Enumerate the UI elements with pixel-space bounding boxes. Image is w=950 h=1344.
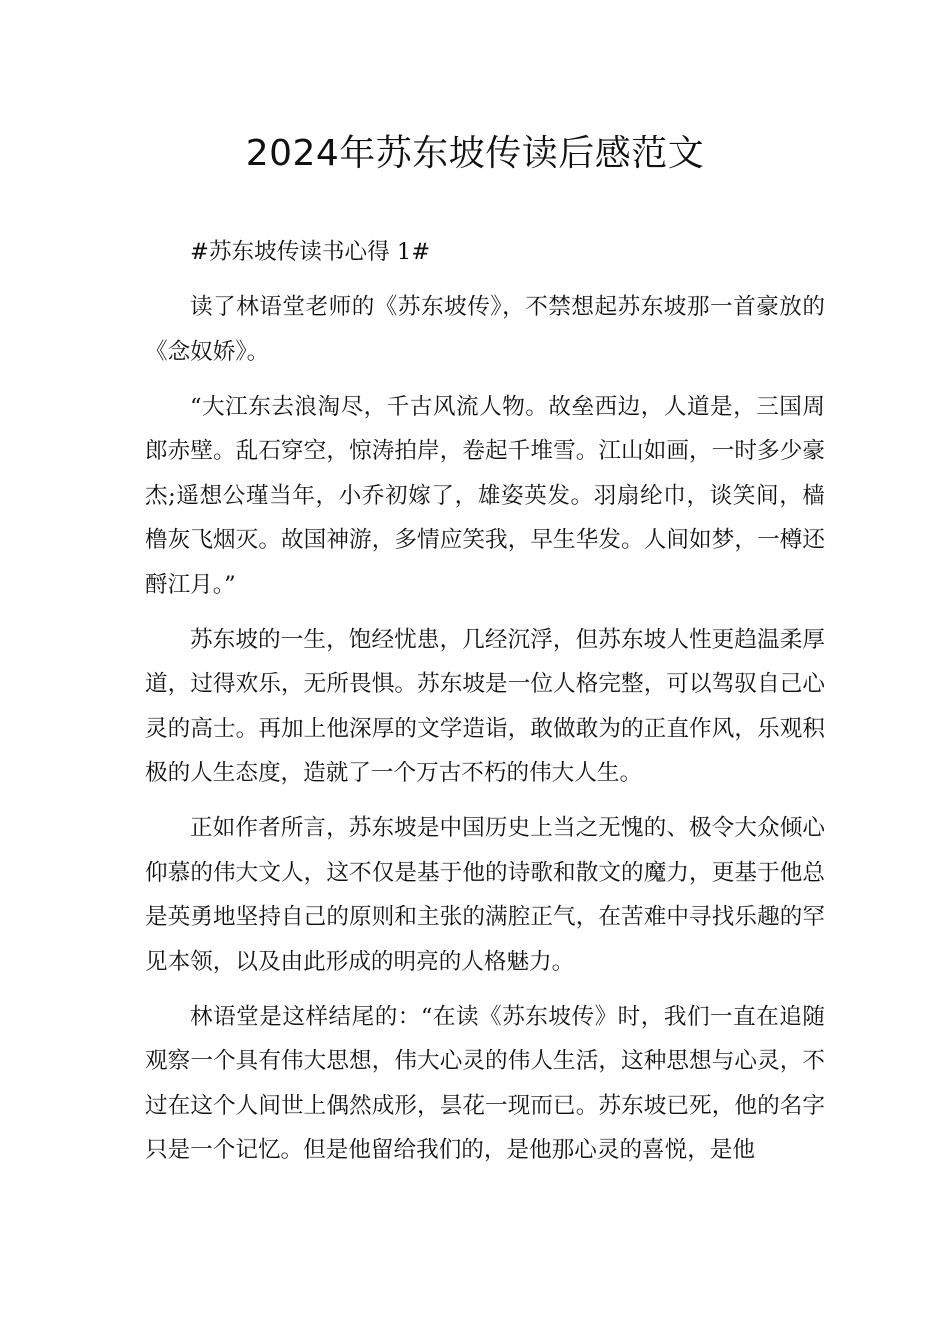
paragraph: 正如作者所言，苏东坡是中国历史上当之无愧的、极令大众倾心仰慕的伟大文人，这不仅是基于他的诗歌和散文的魔力，更基于他总是英勇地坚持自己的原则和主张的满腔正气，在苦难中寻找乐趣的罕见本领，以及由此形成的明亮的人格魅力。 <box>145 815 825 975</box>
paragraph: 苏东坡的一生，饱经忧患，几经沉浮，但苏东坡人性更趋温柔厚道，过得欢乐，无所畏惧。苏东坡是一位人格完整，可以驾驭自己心灵的高士。再加上他深厚的文学造诣，敢做敢为的正直作风，乐观积极的人生态度，造就了一个万古不朽的伟大人生。 <box>145 626 825 786</box>
paragraph: 林语堂是这样结尾的：“在读《苏东坡传》时，我们一直在追随观察一个具有伟大思想，伟大心灵的伟人生活，这种思想与心灵，不过在这个人间世上偶然成形，昙花一现而已。苏东坡已死，他的名字只是一个记忆。但是他留给我们的，是他那心灵的喜悦，是他 <box>145 1003 825 1163</box>
document-title: 2024年苏东坡传读后感范文 <box>245 133 705 174</box>
paragraph: 读了林语堂老师的《苏东坡传》，不禁想起苏东坡那一首豪放的《念奴娇》。 <box>145 294 825 365</box>
section-heading: #苏东坡传读书心得 1# <box>190 239 431 265</box>
document-body <box>145 230 825 1183</box>
paragraph: “大江东去浪淘尽，千古风流人物。故垒西边，人道是，三国周郎赤壁。乱石穿空，惊涛拍岸，卷起千堆雪。江山如画，一时多少豪杰;遥想公瑾当年，小乔初嫁了，雄姿英发。羽扇纶巾，谈笑间，樯橹灰飞烟灭。故国神游，多情应笑我，早生华发。人间如梦，一樽还酹江月。” <box>145 393 825 598</box>
